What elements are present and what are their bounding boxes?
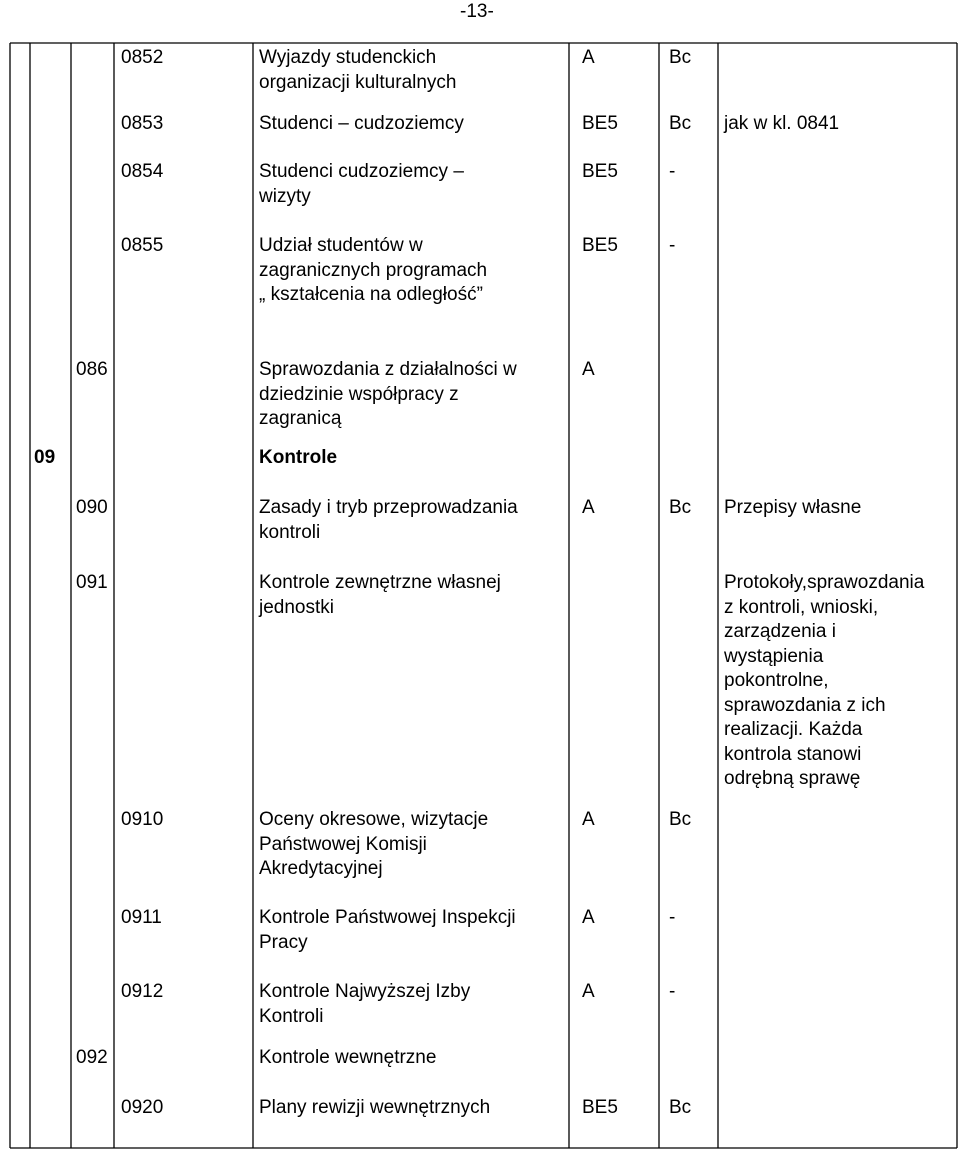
subclass-code: 0854 bbox=[121, 161, 164, 182]
class-name: Studenci cudzoziemcy – bbox=[259, 161, 464, 182]
class-name: Plany rewizji wewnętrznych bbox=[259, 1097, 491, 1118]
class-name: Akredytacyjnej bbox=[259, 858, 383, 879]
class-name: Zasady i tryb przeprowadzania bbox=[259, 497, 518, 518]
subclass-code: 0852 bbox=[121, 47, 164, 68]
class-group-code: 09 bbox=[34, 447, 56, 468]
remarks: odrębną sprawę bbox=[724, 768, 861, 789]
class-name: zagranicą bbox=[259, 408, 342, 429]
remarks: Protokoły,sprawozdania bbox=[724, 572, 925, 593]
other-category: Bc bbox=[669, 113, 692, 134]
archive-category: BE5 bbox=[582, 1097, 618, 1118]
class-name: Kontrole zewnętrzne własnej bbox=[259, 572, 501, 593]
class-name: „ kształcenia na odległość” bbox=[259, 284, 483, 305]
class-name: wizyty bbox=[259, 185, 311, 207]
other-category: - bbox=[669, 235, 676, 256]
archive-category: A bbox=[582, 809, 595, 830]
archive-category: A bbox=[582, 497, 595, 518]
class-name: Pracy bbox=[259, 931, 308, 953]
subclass-code: 0912 bbox=[121, 981, 164, 1002]
remarks: z kontroli, wnioski, bbox=[724, 596, 879, 618]
class-name: Oceny okresowe, wizytacje bbox=[259, 809, 489, 830]
remarks: realizacji. Każda bbox=[724, 719, 863, 740]
archive-category: A bbox=[582, 359, 595, 380]
class-name: organizacji kulturalnych bbox=[259, 71, 457, 93]
class-code: 086 bbox=[76, 359, 108, 380]
other-category: - bbox=[669, 161, 676, 182]
class-code: 090 bbox=[76, 497, 108, 518]
subclass-code: 0910 bbox=[121, 809, 164, 830]
other-category: Bc bbox=[669, 1097, 692, 1118]
other-category: Bc bbox=[669, 47, 692, 68]
remarks: wystąpienia bbox=[724, 645, 824, 667]
class-name: kontroli bbox=[259, 521, 321, 543]
page-number: -13- bbox=[460, 1, 494, 22]
class-name: Kontroli bbox=[259, 1005, 324, 1027]
class-name: Udział studentów w bbox=[259, 235, 423, 256]
other-category: - bbox=[669, 981, 676, 1002]
class-name: dziedzinie współpracy z bbox=[259, 383, 459, 405]
class-name: Kontrole Państwowej Inspekcji bbox=[259, 907, 516, 928]
archive-category: BE5 bbox=[582, 113, 618, 134]
class-name: Kontrole wewnętrzne bbox=[259, 1047, 437, 1068]
subclass-code: 0920 bbox=[121, 1097, 164, 1118]
other-category: Bc bbox=[669, 497, 692, 518]
remarks: pokontrolne, bbox=[724, 670, 829, 691]
other-category: - bbox=[669, 907, 676, 928]
remarks: sprawozdania z ich bbox=[724, 694, 886, 716]
class-name: jednostki bbox=[259, 596, 334, 618]
class-code: 091 bbox=[76, 572, 108, 593]
subclass-code: 0855 bbox=[121, 235, 164, 256]
archive-category: BE5 bbox=[582, 161, 618, 182]
class-name: Wyjazdy studenckich bbox=[259, 47, 437, 68]
remarks: jak w kl. 0841 bbox=[724, 113, 840, 134]
remarks: kontrola stanowi bbox=[724, 743, 862, 765]
subclass-code: 0911 bbox=[121, 907, 162, 928]
class-name: Kontrole bbox=[259, 447, 338, 468]
class-name: Sprawozdania z działalności w bbox=[259, 359, 517, 380]
archive-category: BE5 bbox=[582, 235, 618, 256]
class-name: zagranicznych programach bbox=[259, 259, 488, 281]
class-name: Państwowej Komisji bbox=[259, 833, 427, 855]
class-code: 092 bbox=[76, 1047, 108, 1068]
subclass-code: 0853 bbox=[121, 113, 164, 134]
remarks: zarządzenia i bbox=[724, 621, 836, 642]
other-category: Bc bbox=[669, 809, 692, 830]
archive-category: A bbox=[582, 981, 595, 1002]
class-name: Kontrole Najwyższej Izby bbox=[259, 981, 471, 1002]
archive-category: A bbox=[582, 47, 595, 68]
archive-category: A bbox=[582, 907, 595, 928]
remarks: Przepisy własne bbox=[724, 497, 862, 518]
class-name: Studenci – cudzoziemcy bbox=[259, 113, 464, 134]
